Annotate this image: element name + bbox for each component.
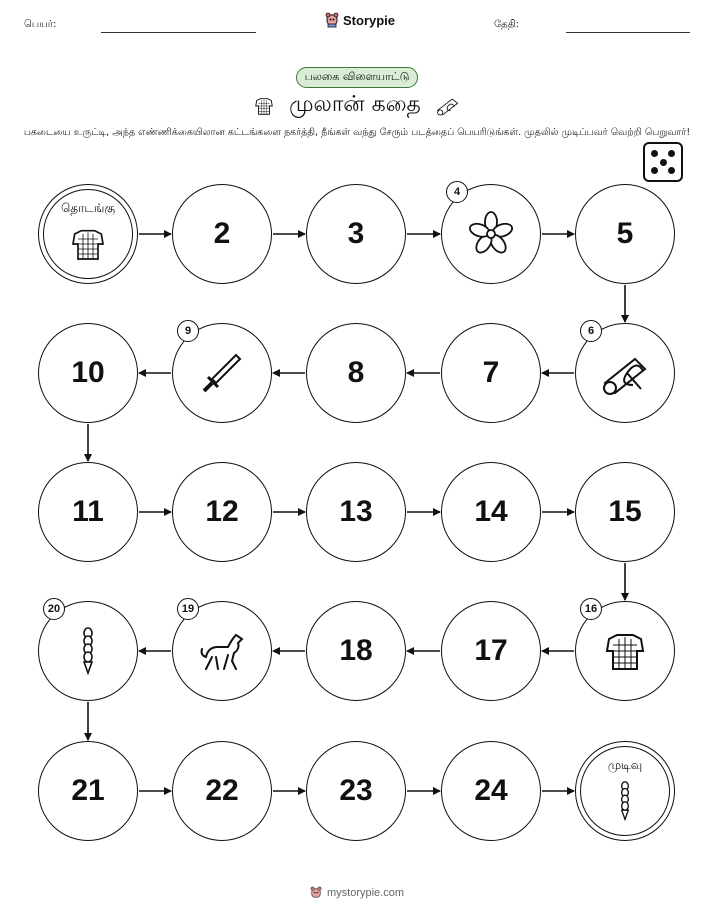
instructions: பகடையை உருட்டி, அந்த எண்ணிக்கையிலான கட்டங்களை நகர்த்தி, நீங்கள் வந்து சேரும் படத்தைப் பெயரிடுங்கள். முதலில் முடிப்பவர் வெற்றி பெறுவார்! <box>23 127 691 138</box>
space-number: 23 <box>339 774 373 807</box>
space-number-badge: 16 <box>580 598 602 620</box>
board-space <box>306 601 406 701</box>
space-number: 24 <box>474 774 508 807</box>
mascot-icon <box>310 886 322 900</box>
board-space <box>172 184 272 284</box>
scroll-icon <box>601 349 649 397</box>
board-space <box>575 323 675 423</box>
space-number: 15 <box>608 495 642 528</box>
space-number-badge: 20 <box>43 598 65 620</box>
board-space <box>441 741 541 841</box>
footer-url: mystorypie.com <box>326 887 405 899</box>
space-number: 13 <box>339 495 373 528</box>
board-space <box>306 184 406 284</box>
board-space <box>172 601 272 701</box>
space-number: 3 <box>347 217 365 250</box>
board-space <box>306 462 406 562</box>
space-number: 22 <box>205 774 239 807</box>
board-space <box>441 323 541 423</box>
board-space <box>38 601 138 701</box>
board-space <box>38 323 138 423</box>
board-space <box>575 462 675 562</box>
board-space <box>306 323 406 423</box>
board-space <box>441 462 541 562</box>
space-number: 14 <box>474 495 508 528</box>
board-space <box>172 462 272 562</box>
board-space <box>441 184 541 284</box>
braid-icon <box>605 781 645 821</box>
board-space <box>172 323 272 423</box>
board-space <box>38 741 138 841</box>
name-label: பெயர்: <box>24 19 57 30</box>
braid-icon <box>64 627 112 675</box>
space-number: 8 <box>347 356 365 389</box>
space-number-badge: 4 <box>446 181 468 203</box>
board-space <box>575 601 675 701</box>
space-number: 10 <box>71 356 105 389</box>
space-number: 21 <box>71 774 105 807</box>
space-number-badge: 19 <box>177 598 199 620</box>
finish-label: முடிவு <box>607 758 643 772</box>
start-label: தொடங்கு <box>60 201 116 215</box>
board-space <box>441 601 541 701</box>
horse-icon <box>198 627 246 675</box>
armor-icon <box>68 224 108 264</box>
finish-space <box>575 741 675 841</box>
board-space <box>575 184 675 284</box>
space-number: 2 <box>213 217 231 250</box>
board-space <box>38 462 138 562</box>
start-space <box>38 184 138 284</box>
game-type-badge: பலகை விளையாட்டு <box>296 67 418 88</box>
flower-icon <box>467 210 515 258</box>
space-number: 5 <box>616 217 634 250</box>
space-number-badge: 9 <box>177 320 199 342</box>
space-number-badge: 6 <box>580 320 602 342</box>
board-space <box>306 741 406 841</box>
space-number: 12 <box>205 495 239 528</box>
space-number: 18 <box>339 634 373 667</box>
board-space <box>172 741 272 841</box>
footer <box>0 886 714 900</box>
sword-icon <box>198 349 246 397</box>
space-number: 17 <box>474 634 508 667</box>
brand-name: Storypie <box>343 12 396 28</box>
space-number: 7 <box>482 356 500 389</box>
armor-icon <box>601 627 649 675</box>
space-number: 11 <box>72 495 104 528</box>
date-label: தேதி: <box>494 19 520 30</box>
page-title: முலான் கதை <box>289 92 421 117</box>
